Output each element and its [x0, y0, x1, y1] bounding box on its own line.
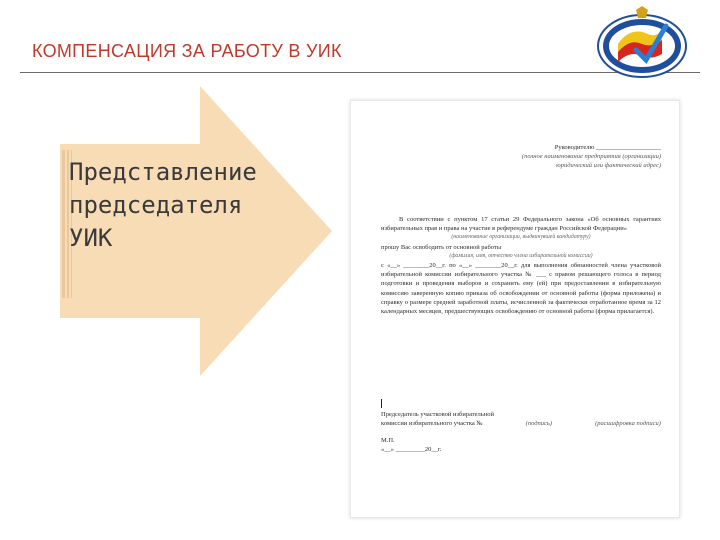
document-signature-block	[381, 399, 661, 454]
arrow-caption-line-3: УИК	[69, 224, 113, 252]
election-commission-emblem-icon	[596, 4, 688, 80]
decoding-label: (расшифровка подписи)	[595, 420, 661, 427]
addressee-note-1: (полное наименование предприятия (организации)	[521, 153, 661, 160]
text-cursor	[381, 399, 382, 408]
stamp-label: М.П.	[381, 437, 395, 444]
document-body	[381, 215, 661, 316]
addressee-note-2: юридический или фактический адрес)	[556, 162, 661, 169]
arrow-caption	[69, 156, 299, 255]
signer-line-1: Председатель участковой избирательной	[381, 411, 494, 418]
signer-line-2: комиссии избирательного участка №	[381, 420, 483, 427]
note-2: (фамилия, имя, отчество члена избирательной комиссии)	[449, 252, 593, 259]
signature-label: (подпись)	[525, 420, 553, 427]
arrow-caption-line-2: председателя	[69, 191, 243, 219]
note-1: (наименование организации, выдвинувшей кандидатуру)	[451, 234, 591, 241]
arrow-caption-line-1: Представление	[69, 158, 257, 186]
document-addressee	[481, 143, 661, 170]
date-line: «__» _________20__г.	[381, 446, 442, 453]
document-sheet	[350, 100, 680, 518]
line-2: прошу Вас освободить от основной работы	[381, 243, 502, 251]
slide-title: КОМПЕНСАЦИЯ ЗА РАБОТУ В УИК	[32, 41, 342, 61]
signer-row	[381, 419, 661, 428]
paragraph-1: В соответствии с пунктом 17 статьи 29 Федерального закона «Об основных гарантиях избирательных прав и права на участие в референдуме граждан Российской Федерации»	[381, 216, 661, 233]
paragraph-2: с «__» ________20__г. по «__» ________20__г. для выполнения обязанностей члена участковой избирательной комиссии избирательного участка № ___ с правом решающего голоса в период подготовки и проведения выборов и сохранить ему (ей) при предоставлении в избирательную комиссию заверенную копию приказа об освобождении от основной работы (форма приложена) и справку о размере средней заработной платы, исчисленной за фактически отработанное время за 12 календарных месяцев, предшествующих освобождению от основной работы (форма прилагается).	[381, 262, 661, 316]
addressee-line: Руководителю ____________________	[554, 144, 661, 151]
